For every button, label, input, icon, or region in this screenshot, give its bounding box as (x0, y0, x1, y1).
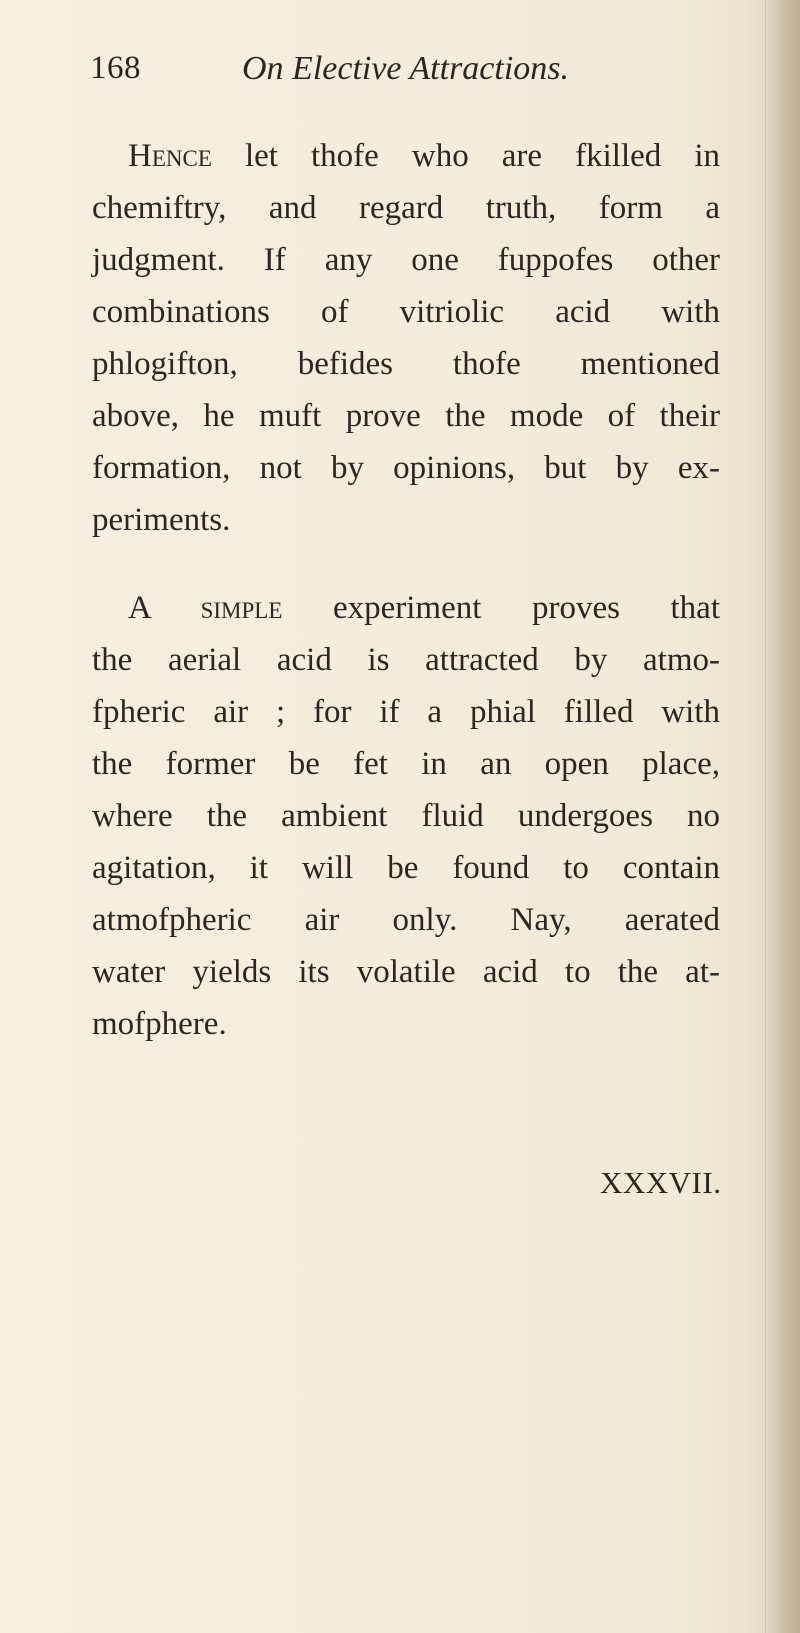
paragraph-1-line-2: chemiftry, and regard truth, form a (92, 190, 720, 226)
page-number: 168 (90, 50, 141, 86)
paragraph-1-line-8: periments. (92, 502, 231, 538)
paragraph-1-line-1-text: let thofe who are fkilled in (211, 138, 720, 174)
page-edge (765, 0, 800, 1633)
paragraph-2-lead: A simple (128, 590, 283, 626)
paragraph-2-line-3: fpheric air ; for if a phial filled with (92, 694, 720, 730)
paragraph-1-line-4: combinations of vitriolic acid with (92, 294, 720, 330)
catchword: XXXVII. (600, 1165, 722, 1200)
paragraph-1-line-3: judgment. If any one fuppofes other (92, 242, 720, 278)
paragraph-2-line-1 (128, 588, 720, 628)
paragraph-2-line-4: the former be fet in an open place, (92, 746, 720, 782)
paragraph-2-line-9: mofphere. (92, 1006, 227, 1042)
paragraph-2-line-1-text: experiment proves that (282, 590, 720, 626)
paragraph-2-line-8: water yields its volatile acid to the at- (92, 954, 720, 990)
running-title: On Elective Attractions. (242, 50, 570, 87)
paragraph-2-line-5: where the ambient fluid undergoes no (92, 798, 720, 834)
paragraph-1-line-6: above, he muft prove the mode of their (92, 398, 720, 434)
paragraph-1-lead: Hence (128, 138, 212, 174)
paragraph-1-line-1 (128, 136, 720, 176)
paragraph-1-line-5: phlogifton, befides thofe mentioned (92, 346, 720, 382)
paragraph-2-line-2: the aerial acid is attracted by atmo- (92, 642, 720, 678)
running-head (90, 50, 650, 100)
paragraph-1-line-7: formation, not by opinions, but by ex- (92, 450, 720, 486)
paragraph-2-line-6: agitation, it will be found to contain (92, 850, 720, 886)
paragraph-2-line-7: atmofpheric air only. Nay, aerated (92, 902, 720, 938)
